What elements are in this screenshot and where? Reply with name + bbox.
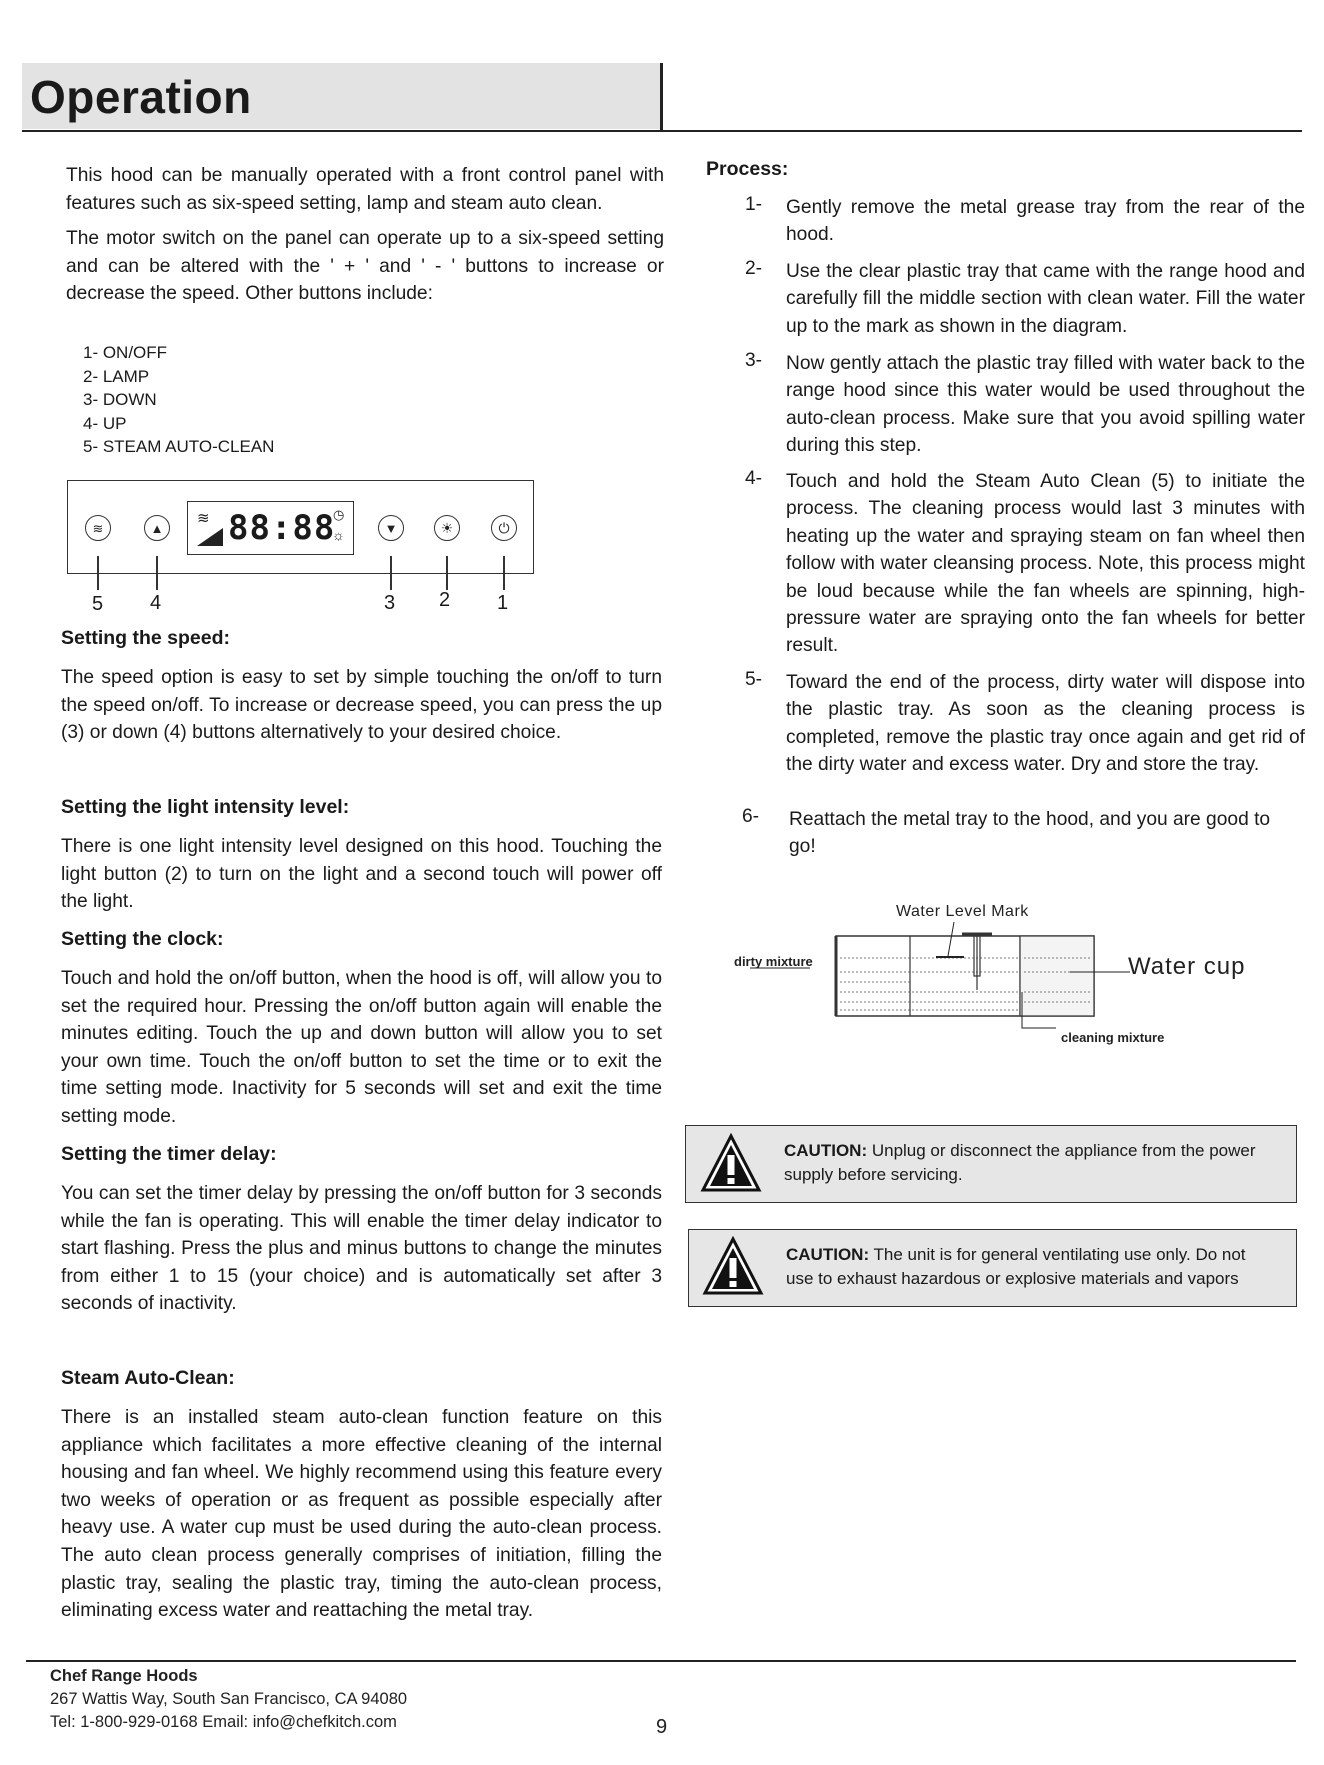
sun-icon: ☼: [332, 527, 345, 543]
buttons-list: [83, 341, 274, 459]
section-text-speed: The speed option is easy to set by simple touching the on/off to turn the speed on/off. To increase or decrease speed, you can press the up (3) or down (4) buttons alternatively to your desired choice.: [61, 667, 662, 744]
callout-line: [156, 556, 158, 590]
label-water-level-mark: Water Level Mark: [896, 903, 1029, 920]
step-number: 2-: [745, 258, 763, 279]
step-text: Touch and hold the Steam Auto Clean (5) to initiate the process. The cleaning process would last 3 minutes with heating up the water and spraying steam on fan wheel then follow with water cleansing process. Note, this process might be loud because while the fan wheels are spinning, high-pressure water are spraying onto the fan wheels for better result.: [786, 471, 1305, 657]
caution-label: CAUTION:: [784, 1141, 868, 1160]
step-number: 6-: [742, 806, 760, 827]
intro-paragraph-1: This hood can be manually operated with a front control panel with features such as six-speed setting, lamp and steam auto clean.: [66, 165, 664, 214]
step-text: Reattach the metal tray to the hood, and you are good to go!: [789, 809, 1271, 858]
water-cup-diagram: [730, 900, 1130, 1050]
speed-bars-icon: [197, 528, 223, 546]
section-heading-clock: Setting the clock:: [61, 928, 224, 950]
callout-line: [390, 556, 392, 590]
label-cleaning-mixture: cleaning mixture: [1061, 1030, 1165, 1045]
caution-text-2: [786, 1243, 1276, 1291]
steam-icon: ≋: [85, 515, 111, 541]
caution-message: Unplug or disconnect the appliance from the power supply before servicing.: [784, 1141, 1256, 1184]
step-number: 5-: [745, 669, 763, 690]
list-item: 2- LAMP: [83, 366, 150, 386]
section-text-steam: There is an installed steam auto-clean function feature on this appliance which facilitates a more effective cleaning of the internal housing and fan wheel. We highly recommend using this feature every two weeks of operation or as frequent as possible especially after heavy use. A water cup must be used during the auto-clean process. The auto clean process generally comprises of initiation, filling the plastic tray, sealing the plastic tray, timing the auto-clean process, eliminating excess water and reattaching the metal tray.: [61, 1407, 662, 1622]
caution-label: CAUTION:: [786, 1245, 870, 1264]
step-text: Now gently attach the plastic tray filled with water back to the range hood since this water would be used throughout the auto-clean process. Make sure that you avoid spilling water during this step.: [786, 353, 1305, 457]
section-text-timer: You can set the timer delay by pressing the on/off button for 3 seconds while the fan is operating. This will enable the timer delay indicator to start flashing. Press the plus and minus buttons to change the minutes from either 1 to 15 (your choice) and is automatically set after 3 seconds of inactivity.: [61, 1183, 662, 1315]
fan-speed-icon: ≋: [197, 510, 210, 527]
panel-number-1: 1: [497, 592, 509, 614]
section-heading-speed: Setting the speed:: [61, 627, 231, 649]
footer-contact: [50, 1665, 407, 1734]
footer-phone-email: Tel: 1-800-929-0168 Email: info@chefkitch.com: [50, 1713, 397, 1731]
list-item: 1- ON/OFF: [83, 343, 168, 362]
list-item: 3- DOWN: [83, 390, 157, 409]
page-number: 9: [656, 1716, 668, 1738]
panel-number-2: 2: [439, 589, 451, 611]
footer-rule: [26, 1660, 1296, 1662]
section-text-light: There is one light intensity level designed on this hood. Touching the light button (2) to turn on the light and a second touch will power off the light.: [61, 836, 662, 913]
section-heading-light: Setting the light intensity level:: [61, 796, 350, 818]
lamp-icon: ☀: [434, 515, 460, 541]
footer-company: Chef Range Hoods: [50, 1667, 198, 1685]
up-arrow-icon: ▲: [144, 515, 170, 541]
caution-text-1: [784, 1139, 1264, 1187]
header-divider: [660, 63, 663, 131]
list-item: 5- STEAM AUTO-CLEAN: [83, 437, 275, 456]
power-icon: ⏻: [491, 515, 517, 541]
caution-message: The unit is for general ventilating use only. Do not use to exhaust hazardous or explosive materials and vapors: [786, 1245, 1246, 1288]
down-arrow-icon: ▼: [378, 515, 404, 541]
step-text: Use the clear plastic tray that came with the range hood and carefully fill the middle section with clean water. Fill the water up to the mark as shown in the diagram.: [786, 261, 1305, 337]
header-rule: [22, 130, 1302, 132]
step-number: 1-: [745, 194, 763, 215]
warning-icon: [702, 1236, 764, 1296]
label-dirty-mixture: dirty mixture: [734, 954, 813, 969]
panel-number-3: 3: [384, 592, 396, 614]
section-text-clock: Touch and hold the on/off button, when the hood is off, will allow you to set the required hour. Pressing the on/off button again will enable the minutes editing. Touch the up and down button will allow you to set your own time. Touch the on/off button to set the time or to exit the time setting mode. Inactivity for 5 seconds will set and exit the time setting mode.: [61, 968, 662, 1127]
page-title: Operation: [30, 71, 252, 123]
clock-icon: ◷: [333, 507, 345, 522]
callout-line: [503, 556, 505, 590]
warning-icon: [700, 1133, 762, 1193]
panel-number-4: 4: [150, 592, 162, 614]
label-water-cup: Water cup: [1128, 953, 1246, 980]
intro-paragraph-2: The motor switch on the panel can operate up to a six-speed setting and can be altered with the ' + ' and ' - ' buttons to increase or decrease the speed. Other buttons include:: [66, 228, 664, 305]
step-number: 4-: [745, 468, 763, 489]
process-heading: Process:: [706, 158, 789, 180]
section-heading-steam: Steam Auto-Clean:: [61, 1367, 235, 1389]
intro-text: [66, 162, 664, 316]
list-item: 4- UP: [83, 413, 127, 433]
display-digits: 88:88: [228, 508, 336, 548]
callout-line: [446, 556, 448, 590]
step-text: Gently remove the metal grease tray from the rear of the hood.: [786, 197, 1305, 246]
step-number: 3-: [745, 350, 763, 371]
footer-address: 267 Wattis Way, South San Francisco, CA 94080: [50, 1690, 408, 1708]
panel-number-5: 5: [92, 593, 104, 615]
step-text: Toward the end of the process, dirty water will dispose into the plastic tray. As soon as the cleaning process is completed, remove the plastic tray once again and get rid of the dirty water and excess water. Dry and store the tray.: [786, 672, 1305, 776]
callout-line: [97, 556, 99, 590]
section-heading-timer: Setting the timer delay:: [61, 1143, 277, 1165]
